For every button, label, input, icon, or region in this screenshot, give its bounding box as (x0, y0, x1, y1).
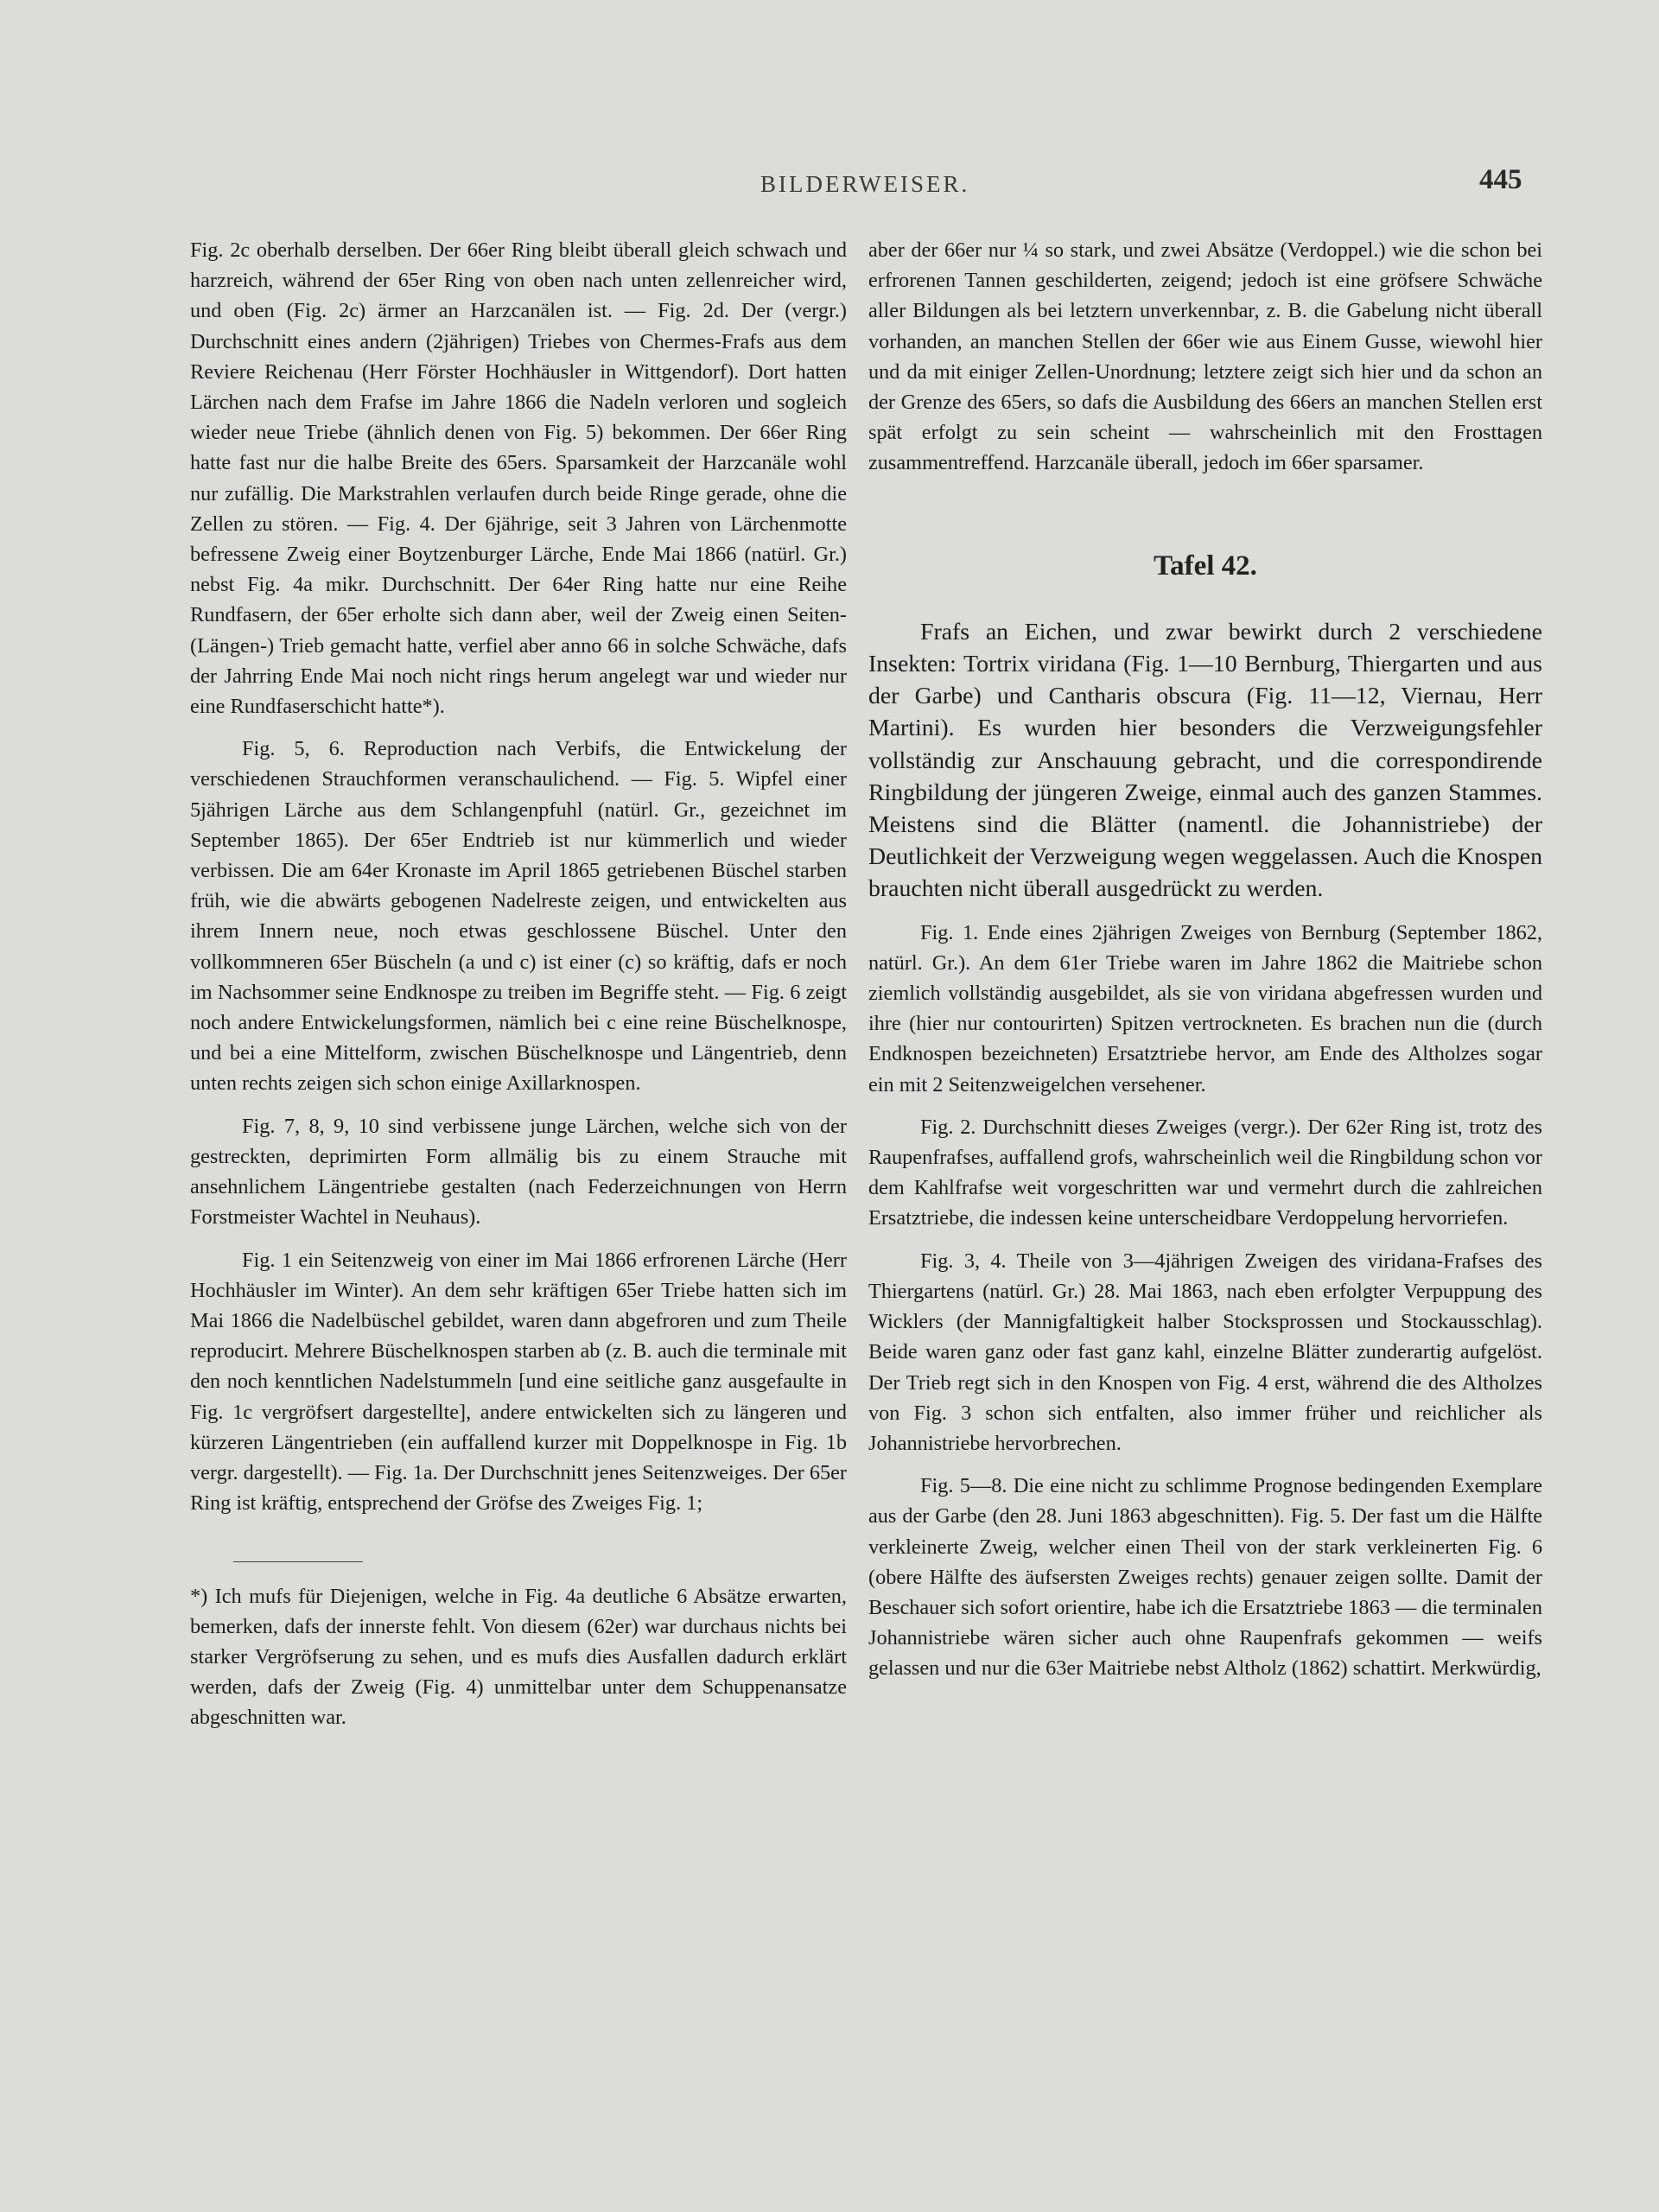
left-column (190, 235, 847, 1745)
footnote: *) Ich mufs für Diejenigen, welche in Fig. 4a deutliche 6 Absätze erwarten, bemerken, dafs der innerste fehlt. Von diesem (62er) war durchaus nichts bei starker Vergröfserung zu sehen, und es mufs dies Ausfallen dadurch erklärt werden, dafs der Zweig (Fig. 4) unmittelbar unter dem Schuppenansatze abgeschnitten war. (190, 1585, 847, 1730)
paragraph: Fig. 3, 4. Theile von 3—4jährigen Zweigen des viridana-Frafses des Thiergartens (natürl. Gr.) 28. Mai 1863, nach eben erfolgter Verpuppung des Wicklers (der Mannigfaltigkeit halber Stocksprossen und Stockausschlag). Beide waren ganz oder fast ganz kahl, einzelne Blätter zunderartig aufgelöst. Der Trieb regt sich in den Knospen von Fig. 4 erst, während die des Altholzes von Fig. 3 schon sich entfalten, also immer früher und reichlicher als Johannistriebe hervorbrechen. (868, 1249, 1542, 1455)
paragraph: Fig. 2. Durchschnitt dieses Zweiges (vergr.). Der 62er Ring ist, trotz des Raupenfrafses, auffallend grofs, wahrscheinlich weil die Ringbildung schon vor dem Kahlfrafse weit vorgeschritten war und vermehrt durch die zahlreichen Ersatztriebe, die indessen keine unterscheidbare Verdoppelung hervorriefen. (868, 1115, 1542, 1230)
paragraph: Fig. 7, 8, 9, 10 sind verbissene junge Lärchen, welche sich von der gestreckten, deprimirten Form allmälig bis zu einem Strauche mit ansehnlichem Längentriebe gestalten (nach Federzeichnungen von Herrn Forstmeister Wachtel in Neuhaus). (190, 1114, 847, 1230)
footnote-divider (233, 1561, 363, 1562)
paragraph: Fig. 5—8. Die eine nicht zu schlimme Prognose bedingenden Exemplare aus der Garbe (den 28. Juni 1863 abgeschnitten). Fig. 5. Der fast um die Hälfte verkleinerte Zweig, welcher einen Theil von der stark verkleinerten Fig. 6 (obere Hälfte des äufsersten Zweiges rechts) genauer zeigen sollte. Damit der Beschauer sich sofort orientire, habe ich die Ersatztriebe 1863 — die terminalen Johannistriebe wären sicher auch ohne Raupenfrafs gekommen — weifs gelassen und nur die 63er Maitriebe nebst Altholz (1862) schattirt. Merkwürdig, (868, 1474, 1542, 1681)
section-heading: Tafel 42. (1154, 550, 1257, 582)
page-number: 445 (1479, 164, 1522, 195)
right-column (868, 235, 1542, 1696)
running-header: BILDERWEISER. (760, 171, 970, 197)
paragraph: Fig. 1. Ende eines 2jährigen Zweiges von Bernburg (September 1862, natürl. Gr.). An dem 61er Triebe waren im Jahre 1862 die Maitriebe schon ziemlich vollständig ausgebildet, als sie von viridana abgefressen wurden und ihre (hier nur contourirten) Spitzen vertrockneten. Es brachen nun die (durch Endknospen bezeichneten) Ersatztriebe hervor, am Ende des Altholzes sogar ein mit 2 Seitenzweigelchen versehener. (868, 920, 1542, 1096)
paragraph: aber der 66er nur ¼ so stark, und zwei Absätze (Verdoppel.) wie die schon bei erfrorenen Tannen geschilderten, zeigend; jedoch ist eine gröfsere Schwäche aller Bildungen als bei letztern unverkennbar, z. B. die Gabelung nicht überall vorhanden, an manchen Stellen der 66er wie aus Einem Gusse, wiewohl hier und da mit einiger Zellen-Unordnung; letztere zeigt sich hier und da schon an der Grenze des 65ers, so dafs die Ausbildung des 66ers an manchen Stellen erst spät erfolgt zu sein scheint — wahrscheinlich mit den Frosttagen zusammentreffend. Harzcanäle überall, jedoch im 66er sparsamer. (868, 238, 1542, 475)
lead-paragraph: Frafs an Eichen, und zwar bewirkt durch 2 verschiedene Insekten: Tortrix viridana (Fig. 1—10 Bernburg, Thiergarten und aus der Garbe) und Cantharis obscura (Fig. 11—12, Viernau, Herr Martini). Es wurden hier besonders die Verzweigungsfehler vollständig zur Anschauung gebracht, und die correspondirende Ringbildung der jüngeren Zweige, einmal auch des ganzen Stammes. Meistens sind die Blätter (namentl. die Johannistriebe) der Deutlichkeit der Verzweigung wegen weggelassen. Auch die Knospen brauchten nicht überall ausgedrückt zu werden. (868, 618, 1542, 903)
paragraph: Fig. 1 ein Seitenzweig von einer im Mai 1866 erfrorenen Lärche (Herr Hochhäusler im Winter). An dem sehr kräftigen 65er Triebe hatten sich im Mai 1866 die Nadelbüschel gebildet, waren dann abgefroren und zum Theile reproducirt. Mehrere Büschelknospen starben ab (z. B. auch die terminale mit den noch kenntlichen Nadelstummeln [und eine seitliche ganz ausgefaulte in Fig. 1c vergröfsert dargestellte], andere entwickelten sich zu längeren und kürzeren Längentrieben (ein auffallend kurzer mit Doppelknospe in Fig. 1b vergr. dargestellt). — Fig. 1a. Der Durchschnitt jenes Seitenzweiges. Der 65er Ring ist kräftig, entsprechend der Gröfse des Zweiges Fig. 1; (190, 1248, 847, 1516)
paragraph: Fig. 2c oberhalb derselben. Der 66er Ring bleibt überall gleich schwach und harzreich, während der 65er Ring von oben nach unten zellenreicher wird, und oben (Fig. 2c) ärmer an Harzcanälen ist. — Fig. 2d. Der (vergr.) Durchschnitt eines andern (2jährigen) Triebes von Chermes-Frafs aus dem Reviere Reichenau (Herr Förster Hochhäusler in Wittgendorf). Dort hatten Lärchen nach dem Frafse im Jahre 1866 die Nadeln verloren und sogleich wieder neue Triebe (ähnlich denen von Fig. 5) bekommen. Der 66er Ring hatte fast nur die halbe Breite des 65ers. Sparsamkeit der Harzcanäle wohl nur zufällig. Die Markstrahlen verlaufen durch beide Ringe gerade, ohne die Zellen zu stören. — Fig. 4. Der 6jährige, seit 3 Jahren von Lärchenmotte befressene Zweig einer Boytzenburger Lärche, Ende Mai 1866 (natürl. Gr.) nebst Fig. 4a mikr. Durchschnitt. Der 64er Ring hatte nur eine Reihe Rundfasern, der 65er erholte sich dann aber, weil der Zweig einen Seiten- (Längen-) Trieb gemacht hatte, verfiel aber anno 66 in solche Schwäche, dafs der Jahrring Ende Mai noch nicht rings herum angelegt war und wieder nur eine Rundfaserschicht hatte*). (190, 238, 847, 719)
paragraph: Fig. 5, 6. Reproduction nach Verbifs, die Entwickelung der verschiedenen Strauchformen veranschaulichend. — Fig. 5. Wipfel einer 5jährigen Lärche aus dem Schlangenpfuhl (natürl. Gr., gezeichnet im September 1865). Der 65er Endtrieb ist nur kümmerlich und wieder verbissen. Die am 64er Kronaste im April 1865 getriebenen Büschel starben früh, wie die abwärts gebogenen Nadelreste zeigen, und entwickelten aus ihrem Innern neue, noch etwas geschlossene Büschel. Unter den vollkommneren 65er Büscheln (a und c) ist einer (c) so kräftig, dafs er noch im Nachsommer seine Endknospe zu treiben im Begriffe steht. — Fig. 6 zeigt noch andere Entwickelungsformen, nämlich bei c eine reine Büschelknospe, und bei a eine Mittelform, zwischen Büschelknospe und Längentrieb, denn unten rechts zeigen sich schon einige Axillarknospen. (190, 737, 847, 1096)
